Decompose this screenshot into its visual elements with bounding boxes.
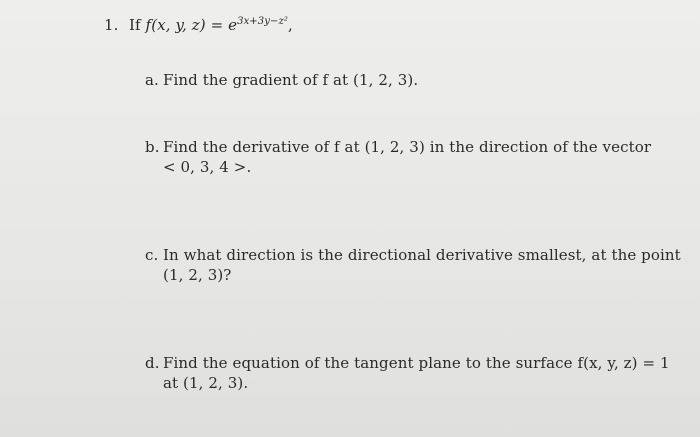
- part-d-text-line2: at (1, 2, 3).: [163, 374, 249, 392]
- part-c-label: c.: [145, 246, 159, 264]
- problem-statement: [129, 16, 293, 34]
- part-c-text-line1: In what direction is the directional derivative smallest, at the point: [163, 246, 681, 264]
- problem-statement-prefix: If: [129, 16, 146, 34]
- problem-statement-suffix: ,: [287, 16, 293, 34]
- problem-exponent: 3x+3y−z²: [237, 16, 288, 27]
- part-b-label: b.: [145, 138, 160, 156]
- part-a-label: a.: [145, 71, 159, 89]
- problem-number: 1.: [104, 16, 119, 34]
- problem-function: f(x, y, z) = e: [145, 16, 238, 34]
- part-b-text-line2: < 0, 3, 4 >.: [163, 158, 252, 176]
- part-d-label: d.: [145, 354, 160, 372]
- part-a-text: Find the gradient of f at (1, 2, 3).: [163, 71, 419, 89]
- part-c-text-line2: (1, 2, 3)?: [163, 266, 232, 284]
- part-d-text-line1: Find the equation of the tangent plane to the surface f(x, y, z) = 1: [163, 354, 670, 372]
- part-b-text-line1: Find the derivative of f at (1, 2, 3) in the direction of the vector: [163, 138, 652, 156]
